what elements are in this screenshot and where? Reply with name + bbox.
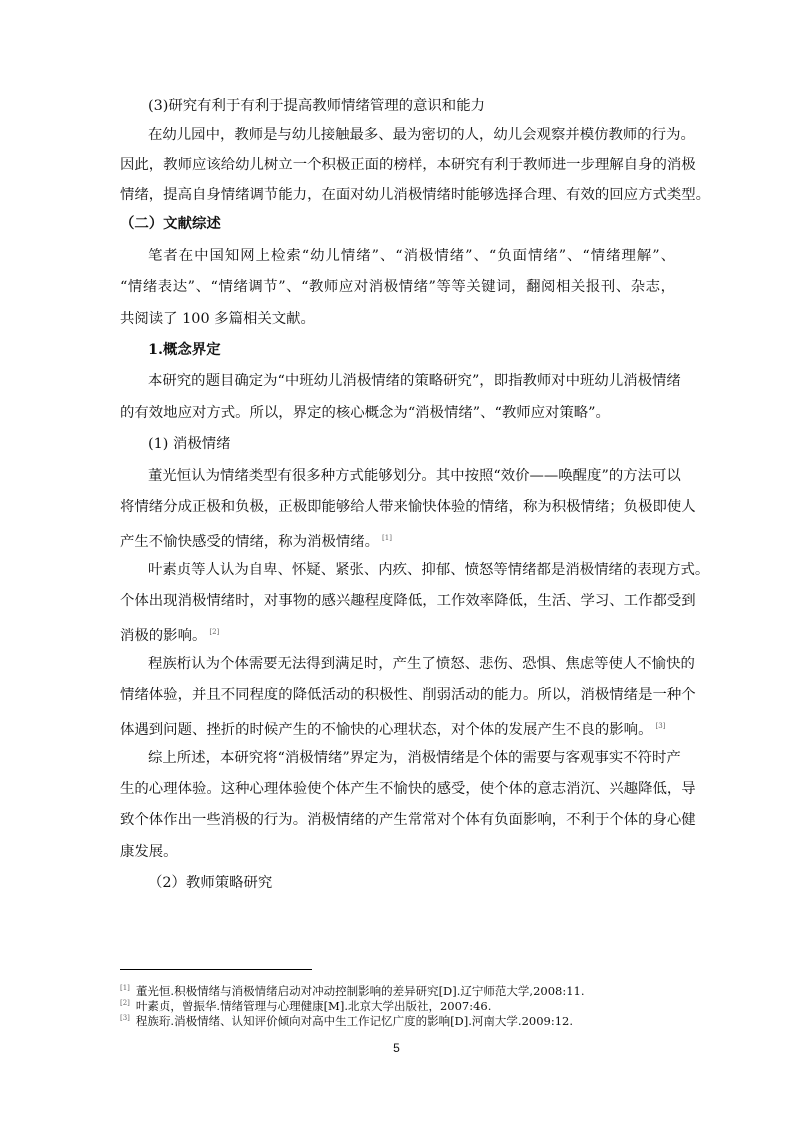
paragraph-line: 产生不愉快感受的情绪，称为消极情绪。 [1]: [120, 534, 392, 550]
footnote-marker: [1]: [120, 984, 130, 992]
paragraph-line: 共阅读了 100 多篇相关文献。: [120, 311, 315, 327]
paragraph-line: 董光恒认为情绪类型有很多种方式能够划分。其中按照“效价——唤醒度”的方法可以: [148, 468, 681, 484]
paragraph-line: 消极的影响。 [2]: [120, 628, 220, 644]
subsection-heading: 1.概念界定: [148, 341, 221, 358]
paragraph-line: 将情绪分成正极和负极，正极即能够给人带来愉快体验的情绪，称为积极情绪；负极即使人: [120, 499, 696, 515]
paragraph-line: 的有效地应对方式。所以，界定的核心概念为“消极情绪”、“教师应对策略”。: [120, 405, 610, 421]
paragraph-line: 因此，教师应该给幼儿树立一个积极正面的榜样，本研究有利于教师进一步理解自身的消极: [120, 157, 696, 173]
paragraph-line: 情绪体验，并且不同程度的降低活动的积极性、削弱活动的能力。所以，消极情绪是一种个: [120, 687, 696, 703]
paragraph-line: 在幼儿园中，教师是与幼儿接触最多、最为密切的人，幼儿会观察并模仿教师的行为。: [148, 127, 695, 143]
footnote-ref[interactable]: [3]: [655, 722, 666, 730]
footnote-text: 董光恒.积极情绪与消极情绪启动对冲动控制影响的差异研究[D].辽宁师范大学,2008:11.: [135, 984, 585, 998]
paragraph-line: “情绪表达”、“情绪调节”、“教师应对消极情绪”等等关键词，翻阅相关报刊、杂志，: [120, 279, 675, 295]
subheading-1: (1) 消极情绪: [148, 436, 231, 452]
paragraph-line: 程族桁认为个体需要无法得到满足时，产生了愤怒、悲伤、恐惧、焦虑等使人不愉快的: [148, 656, 695, 672]
paragraph-line: 康发展。: [120, 844, 178, 860]
page-number: 5: [393, 1041, 400, 1055]
footnote-marker: [3]: [120, 1014, 130, 1022]
paragraph-line: 生的心理体验。这种心理体验使个体产生不愉快的感受，使个体的意志消沉、兴趣降低，导: [120, 781, 696, 797]
footnote-marker: [2]: [120, 999, 130, 1007]
footnote-text: 叶素贞，曾振华.情绪管理与心理健康[M].北京大学出版社，2007:46.: [135, 999, 492, 1013]
footnote-ref[interactable]: [2]: [209, 628, 220, 636]
footnote-ref[interactable]: [1]: [382, 534, 392, 542]
paragraph-line: 笔者在中国知网上检索“幼儿情绪”、“消极情绪”、“负面情绪”、“情绪理解”、: [148, 248, 675, 264]
footnote-separator: [120, 969, 312, 970]
paragraph-line: 本研究的题目确定为“中班幼儿消极情绪的策略研究”，即指教师对中班幼儿消极情绪: [148, 373, 681, 389]
paragraph-line: 致个体作出一些消极的行为。消极情绪的产生常常对个体有负面影响，不利于个体的身心健: [120, 812, 696, 828]
paragraph-line: 情绪，提高自身情绪调节能力，在面对幼儿消极情绪时能够选择合理、有效的回应方式类型。: [120, 187, 711, 203]
paragraph-line: 体遇到问题、挫折的时候产生的不愉快的心理状态，对个体的发展产生不良的影响。 [3]: [120, 722, 666, 738]
paragraph-line: 叶素贞等人认为自卑、怀疑、紧张、内疚、抑郁、愤怒等情绪都是消极情绪的表现方式。: [148, 562, 710, 578]
paragraph-line: 个体出现消极情绪时，对事物的感兴趣程度降低，工作效率降低，生活、学习、工作都受到: [120, 593, 696, 609]
section-heading: （二）文献综述: [120, 215, 221, 232]
paragraph-line: 综上所述，本研究将“消极情绪”界定为，消极情绪是个体的需要与客观事实不符时产: [148, 750, 681, 766]
footnote-text: 程族珩.消极情绪、认知评价倾向对高中生工作记忆广度的影响[D].河南大学.2009:12.: [135, 1014, 574, 1028]
subheading-2: （2）教师策略研究: [148, 875, 273, 891]
subheading-3: (3)研究有利于有利于提高教师情绪管理的意识和能力: [148, 98, 485, 114]
footnote: [120, 1011, 573, 1028]
